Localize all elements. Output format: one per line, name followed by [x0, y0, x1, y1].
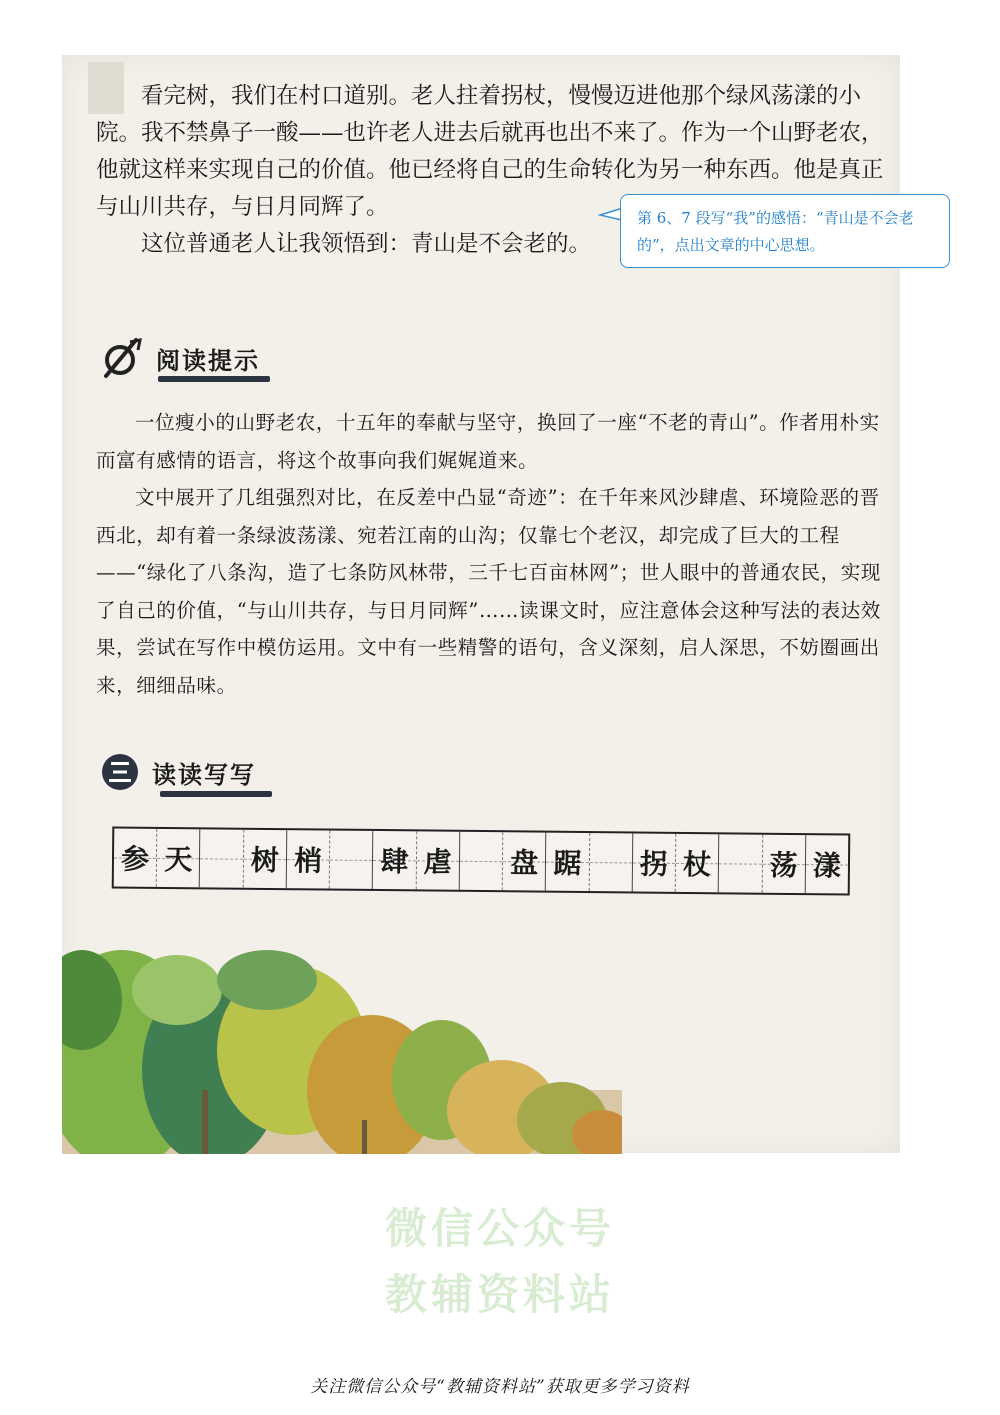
grid-cell: 拐: [633, 833, 677, 891]
read-write-title: 读读写写: [152, 759, 256, 789]
tips-paragraph-2: 文中展开了几组强烈对比，在反差中凸显“奇迹”：在千年来风沙肆虐、环境险恶的晋西北，却有着一条绿波荡漾、宛若江南的山沟；仅靠七个老汉，却完成了巨大的工程——“绿化了八条沟，造了七条防风林带，三千七百亩林网”；世人眼中的普通农民，实现了自己的价值，“与山川共存，与日月同辉”……读课文时，应注意体会这种写法的表达效果，尝试在写作中模仿运用。文中有一些精警的语句，含义深刻，启人深思，不妨圈画出来，细细品味。: [96, 486, 881, 697]
reading-tips-underline: [158, 376, 270, 382]
grid-cell: 梢: [287, 830, 331, 888]
grid-cell: [460, 832, 504, 890]
reading-tips-title: 阅读提示: [156, 345, 260, 375]
grid-cell: 虐: [416, 831, 460, 889]
margin-note: 第 6、7 段写“我”的感悟：“青山是不会老的”，点出文章的中心思想。: [620, 194, 950, 268]
watermark-line-1: 微信公众号: [384, 1204, 615, 1253]
grid-cell: 肆: [373, 831, 417, 889]
grid-cell: 树: [243, 830, 287, 888]
story-paragraph-1: 看完树，我们在村口道别。老人拄着拐杖，慢慢迈进他那个绿风荡漾的小院。我不禁鼻子一酸——也许老人进去后就再也出不来了。作为一个山野老农，他就这样来实现自己的价值。他已经将自己的生命转化为另一种东西。他是真正与山川共存，与日月同辉了。: [96, 83, 884, 220]
grid-cell: [719, 834, 763, 892]
reading-tips-text: [96, 404, 886, 704]
footer-promo-text: 关注微信公众号“教辅资料站”获取更多学习资料: [310, 1377, 690, 1397]
grid-cell: [589, 833, 633, 891]
read-write-header: [100, 752, 256, 792]
section-number-badge-icon: [100, 752, 140, 792]
grid-cell: 天: [157, 829, 201, 887]
forest-illustration: [62, 940, 622, 1154]
grid-cell: 荡: [762, 835, 806, 893]
reading-tips-header: [100, 336, 260, 380]
tips-paragraph-1: 一位瘦小的山野老农，十五年的奉献与坚守，换回了一座“不老的青山”。作者用朴实而富有感情的语言，将这个故事向我们娓娓道来。: [96, 411, 880, 472]
reading-tips-icon: [100, 336, 144, 380]
grid-cell: 踞: [546, 833, 590, 891]
watermark-line-2: 教辅资料站: [384, 1270, 615, 1319]
grid-cell: [200, 829, 244, 887]
grid-cell: 漾: [805, 835, 848, 893]
grid-cell: 盘: [503, 832, 547, 890]
grid-cell: [330, 831, 374, 889]
grid-cell: 参: [114, 828, 158, 886]
story-paragraph-2: 这位普通老人让我领悟到：青山是不会老的。: [141, 231, 592, 257]
read-write-underline: [160, 791, 272, 797]
grid-cell: 杖: [676, 834, 720, 892]
writing-grid: [112, 826, 851, 895]
